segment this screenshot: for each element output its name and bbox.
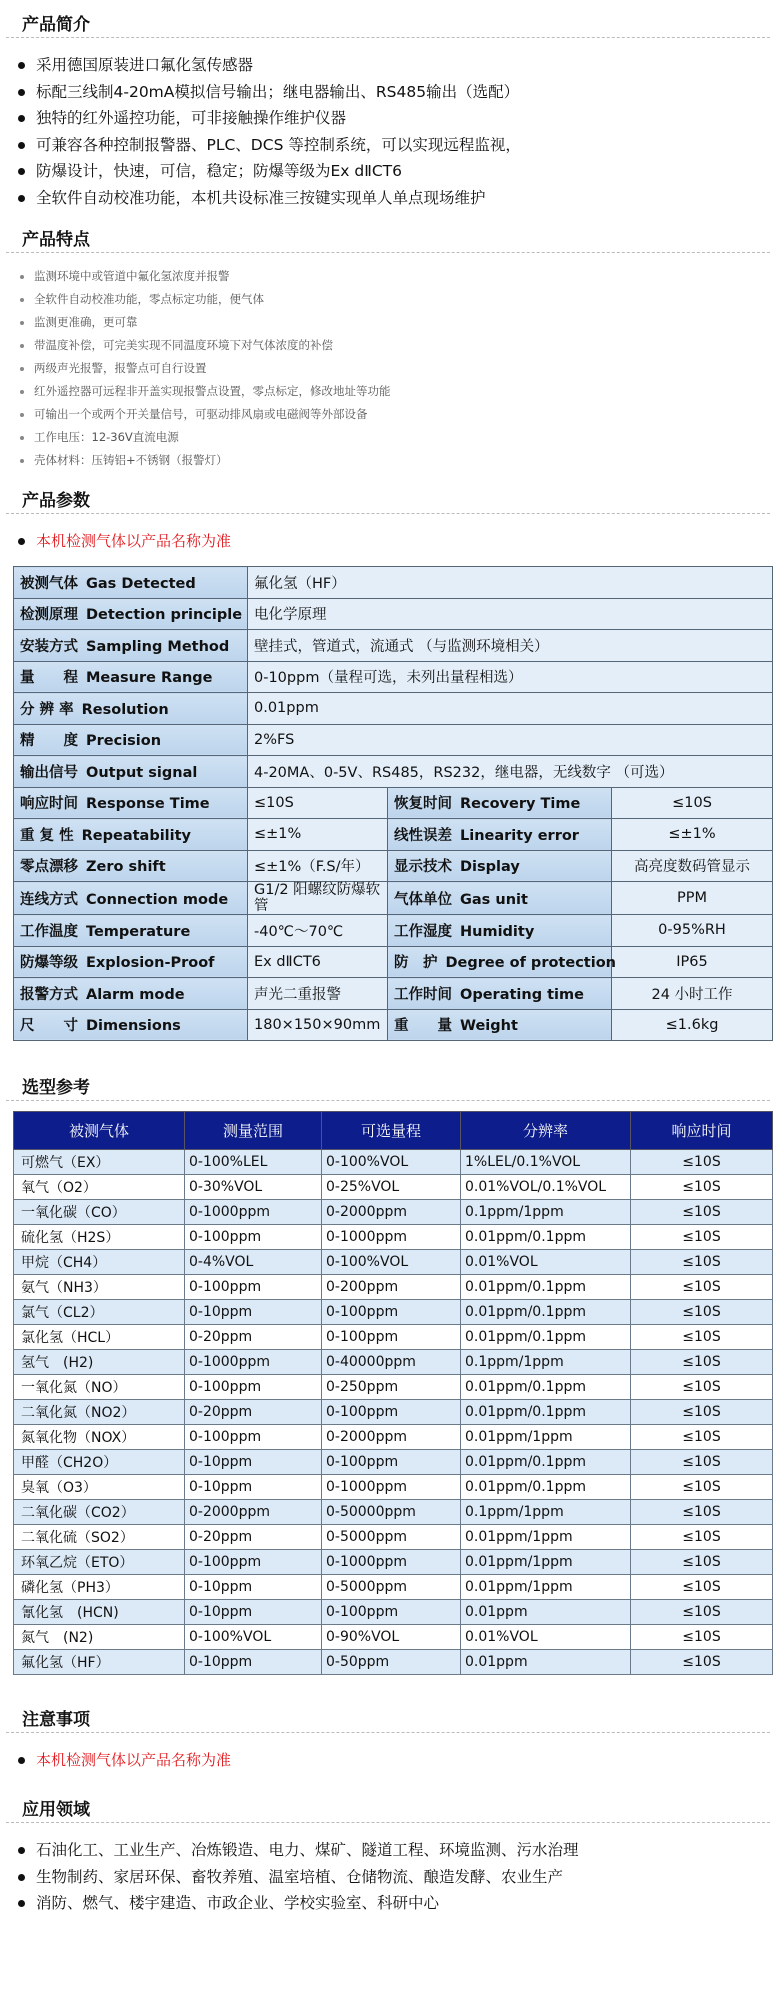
selection-cell: 0-1000ppm <box>185 1350 322 1375</box>
selection-cell: 环氧乙烷（ETO） <box>14 1550 185 1575</box>
param-value: Ex dⅡCT6 <box>248 946 388 978</box>
param-label-en: Precision <box>86 733 162 750</box>
selection-cell: 氮气 (N2) <box>14 1625 185 1650</box>
param-label-en: Connection mode <box>86 891 229 908</box>
param-label-en: Zero shift <box>86 859 166 876</box>
param-value: 壁挂式，管道式，流通式 （与监测环境相关） <box>248 630 773 662</box>
selection-cell: 0-30%VOL <box>185 1175 322 1200</box>
selection-cell: 0.01%VOL <box>461 1250 631 1275</box>
selection-cell: ≤10S <box>631 1375 773 1400</box>
selection-cell: 0-20ppm <box>185 1400 322 1425</box>
selection-cell: 0-100ppm <box>185 1275 322 1300</box>
param-value: 0-95%RH <box>612 915 773 947</box>
features-list <box>0 253 776 476</box>
param-value: 0-10ppm（量程可选，未列出量程相选） <box>248 661 773 693</box>
param-label-cn: 重 量 <box>394 1018 452 1035</box>
param-value: ≤10S <box>248 787 388 819</box>
param-value: 高亮度数码管显示 <box>612 850 773 882</box>
param-label-cn: 连线方式 <box>20 891 78 908</box>
param-value: -40℃～70℃ <box>248 915 388 947</box>
intro-title: 产品简介 <box>6 0 770 38</box>
selection-cell: 氢气 (H2) <box>14 1350 185 1375</box>
selection-header-cell: 被测气体 <box>14 1112 185 1150</box>
table-row <box>14 1150 773 1175</box>
selection-cell: 0-20ppm <box>185 1325 322 1350</box>
param-label <box>388 850 612 882</box>
selection-cell: 0-2000ppm <box>322 1425 461 1450</box>
selection-cell: 氨气（NH3） <box>14 1275 185 1300</box>
param-label-cn: 线性误差 <box>394 827 452 844</box>
selection-cell: ≤10S <box>631 1450 773 1475</box>
param-label-en: Humidity <box>460 923 535 940</box>
selection-cell: 一氧化碳（CO） <box>14 1200 185 1225</box>
param-label-cn: 报警方式 <box>20 986 78 1003</box>
param-label-cn: 工作温度 <box>20 923 78 940</box>
table-row <box>14 1400 773 1425</box>
table-row <box>14 1175 773 1200</box>
feature-item: 带温度补偿，可完美实现不同温度环境下对气体浓度的补偿 <box>18 334 776 357</box>
table-row <box>14 1425 773 1450</box>
param-value: PPM <box>612 882 773 915</box>
selection-cell: 1%LEL/0.1%VOL <box>461 1150 631 1175</box>
selection-cell: 磷化氢（PH3） <box>14 1575 185 1600</box>
table-row <box>14 1200 773 1225</box>
param-row <box>14 978 773 1010</box>
selection-cell: 0-2000ppm <box>185 1500 322 1525</box>
selection-cell: 0.01ppm <box>461 1650 631 1675</box>
selection-cell: ≤10S <box>631 1600 773 1625</box>
selection-cell: ≤10S <box>631 1525 773 1550</box>
param-label-cn: 零点漂移 <box>20 859 78 876</box>
param-row <box>14 598 773 630</box>
notes-list <box>0 1733 776 1785</box>
param-row <box>14 756 773 788</box>
param-value: 声光二重报警 <box>248 978 388 1010</box>
selection-cell: 0-1000ppm <box>322 1225 461 1250</box>
selection-cell: 0-10ppm <box>185 1450 322 1475</box>
selection-header-cell: 响应时间 <box>631 1112 773 1150</box>
selection-cell: 二氧化硫（SO2） <box>14 1525 185 1550</box>
param-row <box>14 693 773 725</box>
table-row <box>14 1275 773 1300</box>
table-row <box>14 1625 773 1650</box>
param-value: ≤1.6kg <box>612 1009 773 1041</box>
selection-table <box>13 1111 773 1675</box>
selection-cell: 0-100%VOL <box>322 1150 461 1175</box>
selection-cell: ≤10S <box>631 1250 773 1275</box>
param-label <box>14 567 248 599</box>
table-row <box>14 1350 773 1375</box>
selection-cell: 0-25%VOL <box>322 1175 461 1200</box>
selection-cell: 一氧化氮（NO） <box>14 1375 185 1400</box>
param-label <box>14 946 248 978</box>
selection-cell: 0.01%VOL <box>461 1625 631 1650</box>
applications-list <box>0 1823 776 1921</box>
param-label-en: Explosion-Proof <box>86 955 215 972</box>
selection-cell: 0.01ppm/0.1ppm <box>461 1325 631 1350</box>
selection-cell: 0.01ppm/1ppm <box>461 1550 631 1575</box>
param-label-en: Gas Detected <box>86 575 196 592</box>
selection-cell: 0.01ppm <box>461 1600 631 1625</box>
param-label-cn: 防 护 <box>394 955 438 972</box>
selection-cell: 0-100ppm <box>322 1600 461 1625</box>
selection-cell: 0.1ppm/1ppm <box>461 1200 631 1225</box>
selection-cell: 硫化氢（H2S） <box>14 1225 185 1250</box>
param-label <box>14 1009 248 1041</box>
selection-cell: 0-1000ppm <box>322 1475 461 1500</box>
selection-cell: 0-5000ppm <box>322 1525 461 1550</box>
selection-cell: ≤10S <box>631 1475 773 1500</box>
selection-cell: ≤10S <box>631 1650 773 1675</box>
param-value: ≤±1% <box>612 819 773 851</box>
table-row <box>14 1325 773 1350</box>
selection-cell: 0-200ppm <box>322 1275 461 1300</box>
table-row <box>14 1575 773 1600</box>
selection-cell: 0.1ppm/1ppm <box>461 1500 631 1525</box>
selection-cell: 可燃气（EX） <box>14 1150 185 1175</box>
param-row <box>14 915 773 947</box>
feature-item: 可输出一个或两个开关量信号，可驱动排风扇或电磁阀等外部设备 <box>18 403 776 426</box>
selection-cell: 0-50000ppm <box>322 1500 461 1525</box>
param-row <box>14 787 773 819</box>
param-label <box>14 850 248 882</box>
param-label-en: Recovery Time <box>460 796 581 813</box>
param-value: 4-20MA、0-5V、RS485，RS232，继电器，无线数字 （可选） <box>248 756 773 788</box>
selection-cell: ≤10S <box>631 1200 773 1225</box>
param-label-cn: 被测气体 <box>20 575 78 592</box>
param-label <box>14 915 248 947</box>
selection-cell: 氯气（CL2） <box>14 1300 185 1325</box>
intro-item: 采用德国原装进口氟化氢传感器 <box>14 52 776 79</box>
table-row <box>14 1600 773 1625</box>
selection-cell: 0.01%VOL/0.1%VOL <box>461 1175 631 1200</box>
selection-cell: ≤10S <box>631 1500 773 1525</box>
param-label-en: Degree of protection <box>445 955 616 972</box>
param-row <box>14 946 773 978</box>
selection-header-cell: 分辨率 <box>461 1112 631 1150</box>
param-label <box>388 819 612 851</box>
selection-cell: 0.01ppm/1ppm <box>461 1525 631 1550</box>
param-label-cn: 量 程 <box>20 670 78 687</box>
params-note-list <box>0 514 776 566</box>
selection-cell: ≤10S <box>631 1550 773 1575</box>
param-label-cn: 工作湿度 <box>394 923 452 940</box>
param-label-en: Repeatability <box>81 827 191 844</box>
param-label <box>388 787 612 819</box>
table-row <box>14 1300 773 1325</box>
note-item: 本机检测气体以产品名称为准 <box>14 1749 776 1771</box>
param-label-cn: 输出信号 <box>20 764 78 781</box>
selection-cell: 0-90%VOL <box>322 1625 461 1650</box>
intro-item: 防爆设计，快速，可信，稳定；防爆等级为Ex dⅡCT6 <box>14 158 776 185</box>
selection-cell: 0-100%VOL <box>185 1625 322 1650</box>
feature-item: 红外遥控器可远程非开盖实现报警点设置，零点标定，修改地址等功能 <box>18 380 776 403</box>
table-row <box>14 1225 773 1250</box>
param-row <box>14 882 773 915</box>
params-title: 产品参数 <box>6 476 770 514</box>
selection-cell: 0.01ppm/0.1ppm <box>461 1400 631 1425</box>
selection-cell: 0.01ppm/1ppm <box>461 1425 631 1450</box>
selection-cell: 0.1ppm/1ppm <box>461 1350 631 1375</box>
param-label-en: Response Time <box>86 796 210 813</box>
selection-cell: 0-100%VOL <box>322 1250 461 1275</box>
selection-title: 选型参考 <box>6 1063 770 1101</box>
selection-cell: 二氧化碳（CO2） <box>14 1500 185 1525</box>
selection-cell: 氧气（O2） <box>14 1175 185 1200</box>
selection-cell: 0-1000ppm <box>185 1200 322 1225</box>
param-label-en: Linearity error <box>460 827 579 844</box>
selection-cell: 0.01ppm/0.1ppm <box>461 1225 631 1250</box>
param-label <box>388 915 612 947</box>
param-value: G1/2 阳螺纹防爆软管 <box>248 882 388 915</box>
selection-header-cell: 可选量程 <box>322 1112 461 1150</box>
selection-cell: ≤10S <box>631 1275 773 1300</box>
param-label-cn: 恢复时间 <box>394 796 452 813</box>
param-label <box>14 598 248 630</box>
param-label <box>14 787 248 819</box>
application-item: 石油化工、工业生产、冶炼锻造、电力、煤矿、隧道工程、环境监测、污水治理 <box>14 1837 776 1864</box>
table-row <box>14 1250 773 1275</box>
param-label-cn: 安装方式 <box>20 638 78 655</box>
param-label-en: Weight <box>460 1018 518 1035</box>
selection-cell: 0-20ppm <box>185 1525 322 1550</box>
selection-cell: 氰化氢 (HCN) <box>14 1600 185 1625</box>
selection-cell: ≤10S <box>631 1325 773 1350</box>
param-label <box>388 1009 612 1041</box>
selection-cell: 0-100ppm <box>185 1550 322 1575</box>
selection-cell: 0-100ppm <box>322 1325 461 1350</box>
selection-cell: 二氧化氮（NO2） <box>14 1400 185 1425</box>
selection-cell: 0-50ppm <box>322 1650 461 1675</box>
intro-item: 独特的红外遥控功能，可非接触操作维护仪器 <box>14 105 776 132</box>
selection-cell: ≤10S <box>631 1300 773 1325</box>
selection-cell: 0-10ppm <box>185 1600 322 1625</box>
table-row <box>14 1450 773 1475</box>
selection-cell: ≤10S <box>631 1225 773 1250</box>
notes-title: 注意事项 <box>6 1695 770 1733</box>
table-row <box>14 1550 773 1575</box>
param-label-cn: 精 度 <box>20 733 78 750</box>
intro-list <box>0 38 776 215</box>
selection-cell: 氯化氢（HCL） <box>14 1325 185 1350</box>
selection-cell: 0.01ppm/1ppm <box>461 1575 631 1600</box>
param-label-cn: 防爆等级 <box>20 955 78 972</box>
param-label-en: Dimensions <box>86 1018 181 1035</box>
selection-cell: ≤10S <box>631 1350 773 1375</box>
selection-cell: 0-10ppm <box>185 1575 322 1600</box>
param-label-en: Gas unit <box>460 891 528 908</box>
param-label-en: Display <box>460 859 520 876</box>
param-label-en: Operating time <box>460 986 584 1003</box>
param-label <box>14 819 248 851</box>
selection-cell: 0-2000ppm <box>322 1200 461 1225</box>
selection-cell: 0.01ppm/0.1ppm <box>461 1475 631 1500</box>
param-label <box>388 978 612 1010</box>
selection-cell: 0-10ppm <box>185 1650 322 1675</box>
feature-item: 工作电压：12-36V直流电源 <box>18 426 776 449</box>
selection-cell: 0-100%LEL <box>185 1150 322 1175</box>
features-title: 产品特点 <box>6 215 770 253</box>
params-note: 本机检测气体以产品名称为准 <box>14 530 776 552</box>
param-value: ≤±1%（F.S/年） <box>248 850 388 882</box>
param-value: 氟化氢（HF） <box>248 567 773 599</box>
feature-item: 两级声光报警，报警点可自行设置 <box>18 357 776 380</box>
param-label-cn: 检测原理 <box>20 607 78 624</box>
param-label-cn: 重 复 性 <box>20 827 74 844</box>
selection-cell: 0.01ppm/0.1ppm <box>461 1275 631 1300</box>
param-value: 电化学原理 <box>248 598 773 630</box>
selection-cell: ≤10S <box>631 1425 773 1450</box>
param-value: 2%FS <box>248 724 773 756</box>
selection-cell: 甲醛（CH2O） <box>14 1450 185 1475</box>
intro-item: 标配三线制4-20mA模拟信号输出；继电器输出、RS485输出（选配） <box>14 79 776 106</box>
selection-cell: 0-100ppm <box>322 1300 461 1325</box>
param-label <box>14 882 248 915</box>
param-row <box>14 661 773 693</box>
selection-cell: 0-100ppm <box>185 1375 322 1400</box>
param-value: ≤±1% <box>248 819 388 851</box>
param-label-cn: 气体单位 <box>394 891 452 908</box>
param-row <box>14 1009 773 1041</box>
parameter-table <box>13 566 773 1041</box>
applications-title: 应用领域 <box>6 1785 770 1823</box>
param-label <box>14 693 248 725</box>
table-row <box>14 1650 773 1675</box>
param-label <box>14 978 248 1010</box>
param-value: 180×150×90mm <box>248 1009 388 1041</box>
selection-cell: ≤10S <box>631 1150 773 1175</box>
param-label-cn: 分 辨 率 <box>20 701 74 718</box>
param-label-cn: 工作时间 <box>394 986 452 1003</box>
selection-cell: 0.01ppm/0.1ppm <box>461 1300 631 1325</box>
param-label-cn: 响应时间 <box>20 796 78 813</box>
param-label <box>388 946 616 978</box>
param-value: IP65 <box>612 946 773 978</box>
table-row <box>14 1475 773 1500</box>
selection-cell: ≤10S <box>631 1625 773 1650</box>
selection-cell: 0.01ppm/0.1ppm <box>461 1375 631 1400</box>
selection-cell: ≤10S <box>631 1175 773 1200</box>
param-label <box>14 756 248 788</box>
application-item: 消防、燃气、楼宇建造、市政企业、学校实验室、科研中心 <box>14 1890 776 1917</box>
selection-cell: 0-10ppm <box>185 1475 322 1500</box>
param-label-en: Temperature <box>86 923 191 940</box>
selection-cell: 0-40000ppm <box>322 1350 461 1375</box>
selection-cell: 0-250ppm <box>322 1375 461 1400</box>
feature-item: 全软件自动校准功能，零点标定功能，便气体 <box>18 288 776 311</box>
param-label <box>14 661 248 693</box>
param-label-en: Output signal <box>86 764 198 781</box>
table-row <box>14 1375 773 1400</box>
param-label <box>388 882 612 915</box>
selection-cell: 0.01ppm/0.1ppm <box>461 1450 631 1475</box>
selection-cell: 0-100ppm <box>185 1225 322 1250</box>
param-label-en: Detection principle <box>86 607 243 624</box>
param-label <box>14 724 248 756</box>
feature-item: 壳体材料：压铸铝+不锈钢（报警灯） <box>18 449 776 472</box>
intro-item: 全软件自动校准功能，本机共设标准三按键实现单人单点现场维护 <box>14 185 776 212</box>
feature-item: 监测更准确，更可靠 <box>18 311 776 334</box>
selection-cell: 0-100ppm <box>185 1425 322 1450</box>
selection-cell: 0-10ppm <box>185 1300 322 1325</box>
param-row <box>14 850 773 882</box>
param-label-cn: 尺 寸 <box>20 1018 78 1035</box>
param-label-en: Resolution <box>81 701 169 718</box>
selection-cell: 0-100ppm <box>322 1450 461 1475</box>
param-label <box>14 630 248 662</box>
selection-header-row <box>14 1112 773 1150</box>
table-row <box>14 1500 773 1525</box>
param-value: 0.01ppm <box>248 693 773 725</box>
selection-cell: 甲烷（CH4） <box>14 1250 185 1275</box>
feature-item: 监测环境中或管道中氟化氢浓度并报警 <box>18 265 776 288</box>
selection-cell: 氟化氢（HF） <box>14 1650 185 1675</box>
selection-cell: 0-4%VOL <box>185 1250 322 1275</box>
param-label-en: Sampling Method <box>86 638 230 655</box>
param-row <box>14 630 773 662</box>
selection-cell: 0-100ppm <box>322 1400 461 1425</box>
param-value: ≤10S <box>612 787 773 819</box>
selection-cell: 0-5000ppm <box>322 1575 461 1600</box>
param-row <box>14 724 773 756</box>
selection-header-cell: 测量范围 <box>185 1112 322 1150</box>
param-label-cn: 显示技术 <box>394 859 452 876</box>
param-label-en: Measure Range <box>86 670 213 687</box>
selection-cell: 0-1000ppm <box>322 1550 461 1575</box>
param-label-en: Alarm mode <box>86 986 185 1003</box>
param-row <box>14 819 773 851</box>
selection-cell: 臭氧（O3） <box>14 1475 185 1500</box>
intro-item: 可兼容各种控制报警器、PLC、DCS 等控制系统，可以实现远程监视， <box>14 132 776 159</box>
param-row <box>14 567 773 599</box>
selection-cell: ≤10S <box>631 1400 773 1425</box>
selection-cell: ≤10S <box>631 1575 773 1600</box>
param-value: 24 小时工作 <box>612 978 773 1010</box>
selection-cell: 氮氧化物（NOX） <box>14 1425 185 1450</box>
application-item: 生物制药、家居环保、畜牧养殖、温室培植、仓储物流、酿造发酵、农业生产 <box>14 1864 776 1891</box>
table-row <box>14 1525 773 1550</box>
